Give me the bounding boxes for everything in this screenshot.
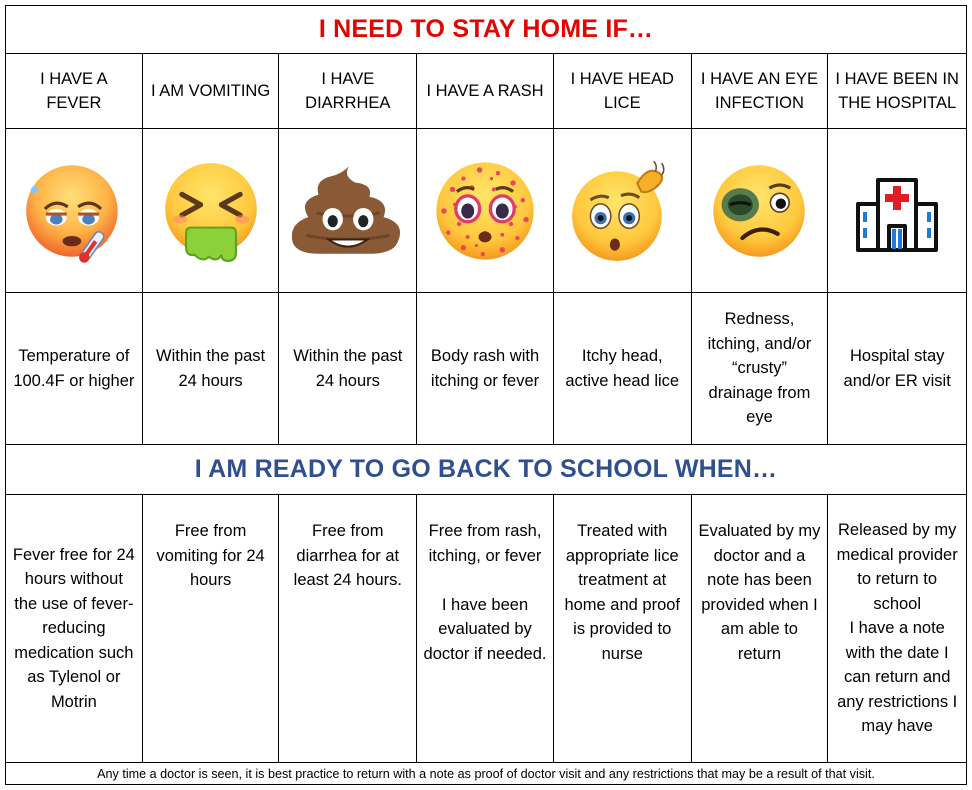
return-fever: Fever free for 24 hours without the use of fever-reducing medication such as Tylenol or Motrin	[6, 495, 143, 762]
description-vomiting: Within the past 24 hours	[143, 293, 280, 444]
description-head-lice: Itchy head, active head lice	[554, 293, 692, 444]
hospital-icon	[852, 166, 942, 256]
description-diarrhea: Within the past 24 hours	[279, 293, 417, 444]
header-diarrhea: I HAVE DIARRHEA	[279, 54, 417, 128]
return-hospital: Released by my medical provider to return to school I have a note with the date I can return and any restrictions I may have	[836, 521, 958, 736]
header-fever: I HAVE A FEVER	[6, 54, 143, 128]
head-scratch-emoji-icon	[566, 155, 678, 267]
rash-emoji-icon	[431, 157, 539, 265]
icon-row	[6, 129, 966, 293]
header-hospital: I HAVE BEEN IN THE HOSPITAL	[835, 70, 959, 112]
return-head-lice: Treated with appropriate lice treatment at home and proof is provided to nurse	[554, 495, 692, 762]
return-rash: Free from rash, itching, or fever I have been evaluated by doctor if needed.	[417, 495, 554, 762]
page-title: I NEED TO STAY HOME IF…	[6, 6, 966, 54]
vomiting-emoji-icon	[159, 159, 263, 263]
poop-emoji-icon	[292, 159, 404, 263]
section-subtitle: I AM READY TO GO BACK TO SCHOOL WHEN…	[6, 445, 966, 495]
description-fever: Temperature of 100.4F or higher	[6, 293, 143, 444]
bruised-eye-emoji-icon	[707, 159, 811, 263]
description-rash: Body rash with itching or fever	[417, 293, 554, 444]
header-eye-infection: I HAVE AN EYE INFECTION	[692, 54, 829, 128]
return-criteria-row	[6, 495, 966, 763]
condition-header-row	[6, 54, 966, 129]
fever-emoji-icon	[22, 159, 126, 263]
return-vomiting: Free from vomiting for 24 hours	[143, 495, 280, 762]
footer-note: Any time a doctor is seen, it is best practice to return with a note as proof of doctor visit and any restrictions that may be a result of that visit.	[97, 766, 875, 781]
stay-home-chart	[5, 5, 967, 785]
header-head-lice: I HAVE HEAD LICE	[554, 54, 692, 128]
header-vomiting: I AM VOMITING	[143, 54, 280, 128]
header-rash: I HAVE A RASH	[417, 54, 554, 128]
description-hospital: Hospital stay and/or ER visit	[843, 347, 951, 390]
return-eye-infection: Evaluated by my doctor and a note has been provided when I am able to return	[692, 495, 829, 762]
description-eye-infection: Redness, itching, and/or “crusty” drainage from eye	[692, 293, 829, 444]
condition-description-row	[6, 293, 966, 445]
return-diarrhea: Free from diarrhea for at least 24 hours.	[279, 495, 417, 762]
